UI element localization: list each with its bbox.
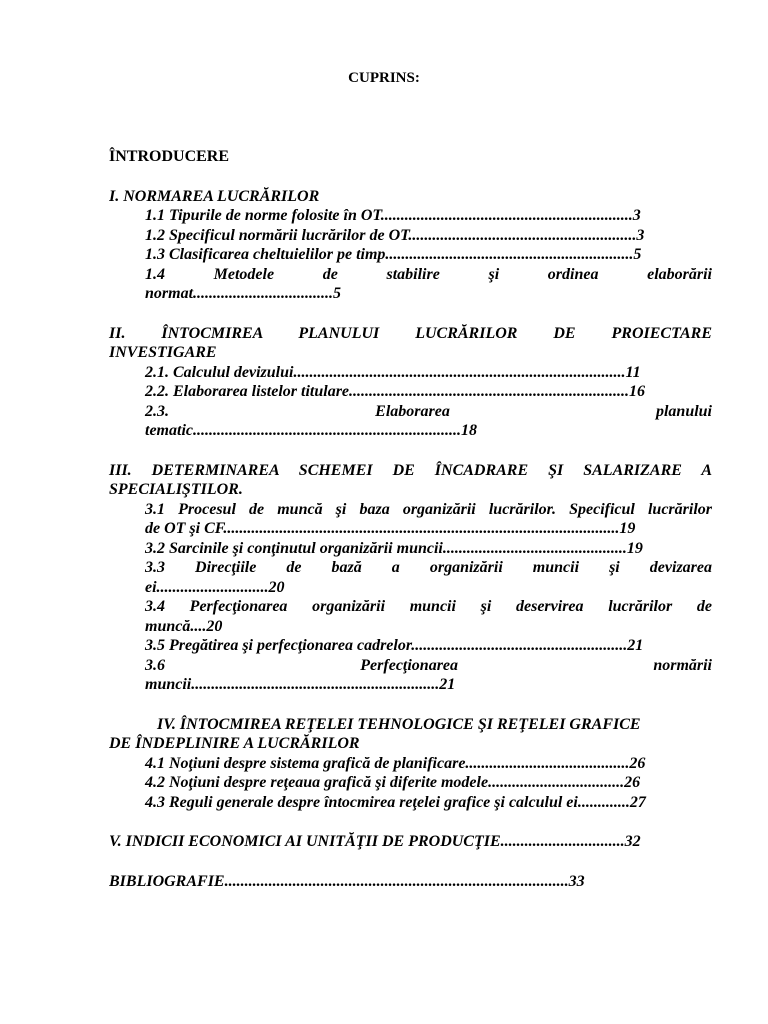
toc-item: 3.3 Direcţiile de bază a organizării muncii şi devizarea <box>145 559 712 576</box>
toc-item: 1.2 Specificul normării lucrărilor de OT.........................................................3 <box>145 226 645 244</box>
toc-item: 4.2 Noţiuni despre reţeaua grafică şi diferite modele..................................26 <box>145 774 641 791</box>
toc-section-3-heading-cont: SPECIALIŞTILOR. <box>109 481 243 498</box>
toc-bibliography: BIBLIOGRAFIE......................................................................................33 <box>109 872 585 890</box>
toc-item: 3.2 Sarcinile şi conţinutul organizării muncii..............................................19 <box>145 539 643 557</box>
table-of-contents <box>109 147 712 891</box>
toc-item: muncii..............................................................21 <box>145 676 456 693</box>
toc-introduction: ÎNTRODUCERE <box>109 148 230 165</box>
toc-item: 4.3 Reguli generale despre întocmirea reţelei grafice şi calculul ei.............27 <box>145 793 646 811</box>
toc-item: 4.1 Noţiuni despre sistema grafică de planificare.........................................26 <box>145 754 646 772</box>
toc-item: 3.5 Pregătirea şi perfecţionarea cadrelor......................................................21 <box>145 637 644 654</box>
toc-item: 1.1 Tipurile de norme folosite în OT...............................................................3 <box>145 207 641 224</box>
toc-section-4-heading: IV. ÎNTOCMIREA REŢELEI TEHNOLOGICE ŞI REŢELEI GRAFICE <box>157 715 641 733</box>
toc-item: 3.1 Procesul de muncă şi baza organizării lucrărilor. Specificul lucrărilor <box>145 500 712 518</box>
toc-item: 2.3. Elaborarea planului <box>145 402 712 420</box>
toc-item: de OT şi CF...................................................................................................19 <box>145 520 636 537</box>
toc-item: 3.6 Perfecţionarea normării <box>145 656 712 674</box>
toc-section-1-heading: I. NORMAREA LUCRĂRILOR <box>109 187 320 205</box>
toc-section-2-heading-cont: INVESTIGARE <box>109 344 217 361</box>
toc-item: 1.4 Metodele de stabilire şi ordinea elaborării <box>145 265 712 283</box>
toc-item: tematic...................................................................18 <box>145 422 477 439</box>
toc-section-4-heading-cont: DE ÎNDEPLINIRE A LUCRĂRILOR <box>109 735 360 752</box>
toc-section-2-heading: II. ÎNTOCMIREA PLANULUI LUCRĂRILOR DE PROIECTARE <box>109 324 712 342</box>
toc-item: normat...................................5 <box>145 285 342 302</box>
toc-item: 2.2. Elaborarea listelor titulare......................................................................16 <box>145 383 646 400</box>
toc-section-5: V. INDICII ECONOMICI AI UNITĂŢII DE PRODUCŢIE...............................32 <box>109 833 641 850</box>
toc-item: 2.1. Calculul devizului...................................................................................11 <box>145 363 641 381</box>
page-title: CUPRINS: <box>348 70 420 86</box>
toc-item: 1.3 Clasificarea cheltuielilor pe timp..............................................................5 <box>145 246 642 263</box>
toc-item: 3.4 Perfecţionarea organizării muncii şi deservirea lucrărilor de <box>145 598 712 615</box>
toc-item: ei............................20 <box>145 578 285 596</box>
toc-section-3-heading: III. DETERMINAREA SCHEMEI DE ÎNCADRARE ŞI SALARIZARE A <box>109 461 712 479</box>
toc-item: muncă....20 <box>145 617 223 635</box>
